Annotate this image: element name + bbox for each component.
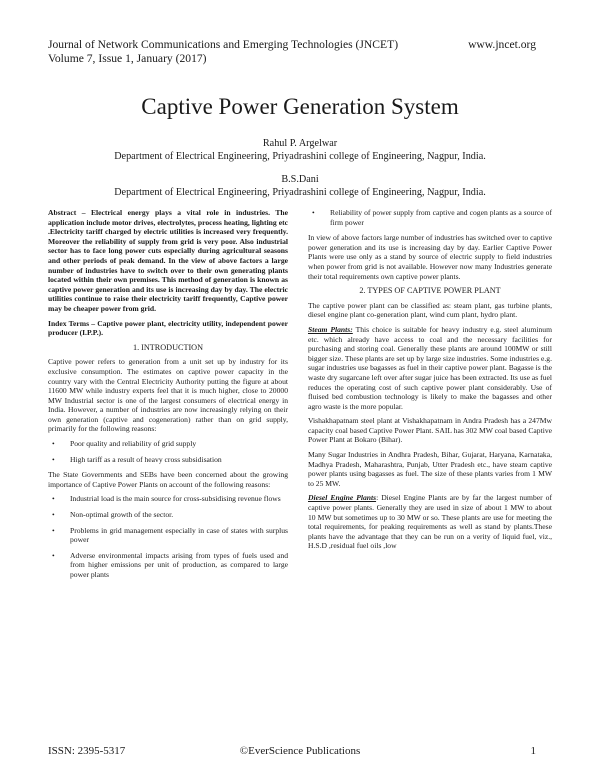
reliability-list (308, 208, 552, 227)
vishakhapatnam-paragraph: Vishakhapatnam steel plant at Vishakhapatnam in Andra Pradesh has a 247Mw capacity coal based Captive Power Plant. SAIL has 302 MW coal based Captive Power Plant at Bokaro (Bihar). (308, 416, 552, 445)
publisher: ©EverScience Publications (239, 745, 361, 757)
concern-paragraph: The State Governments and SEBs have been concerned about the growing importance of Captive Power Plants on account of the following reasons: (48, 470, 288, 489)
list-item: • Problems in grid management especially in case of states with surplus power (70, 526, 288, 545)
list-item: • Non-optimal growth of the sector. (70, 510, 288, 520)
author-affiliation: Department of Electrical Engineering, Priyadrashini college of Engineering, Nagpur, India. (114, 187, 486, 198)
steam-plants-paragraph (308, 325, 552, 411)
journal-header (48, 38, 398, 66)
author-name: Rahul P. Argelwar (262, 138, 338, 149)
sugar-industries-paragraph: Many Sugar Industries in Andhra Pradesh, Bihar, Gujarat, Haryana, Karnataka, Madhya Pradesh, Maharashtra, Punjab, Utter Pradesh etc., have steam captive power plants using bagasses as fuel. The size of these plants varies from 1 MW to 25 MW. (308, 450, 552, 488)
switch-paragraph: In view of above factors large number of industries has switched over to captive power generation and its use is increasing day by day. Earlier Captive Power Plants were use only as a stand by source of electric supply to field industries when power from grid is not available. However now many Industries generate their total requirements own captive power plants. (308, 233, 552, 281)
issn: ISSN: 2395-5317 (48, 745, 126, 757)
section-heading-introduction: 1. INTRODUCTION (132, 342, 204, 352)
section-heading-types: 2. TYPES OF CAPTIVE POWER PLANT (359, 286, 501, 296)
list-item: • Industrial load is the main source for cross-subsidising revenue flows (70, 494, 288, 504)
list-item: • Reliability of power supply from captive and cogen plants as a source of firm power (330, 208, 552, 227)
list-item: • Adverse environmental impacts arising from types of fuels used and from higher emissions per unit of production, as compared to large power plants (70, 551, 288, 580)
journal-name: Journal of Network Communications and Emerging Technologies (JNCET) (48, 38, 399, 51)
paper-title: Captive Power Generation System (141, 94, 459, 119)
author-name: B.S.Dani (281, 174, 319, 185)
index-terms: Index Terms – Captive power plant, electricity utility, independent power producer (I.P.P.). (48, 318, 288, 338)
abstract: Abstract – Electrical energy plays a vital role in industries. The application include motor drives, electrolytes, process heating, lighting etc .Electricity tariff charged by electric utilities is increased very frequently. Moreover the reliability of supply from grid is very poor. Also industrial sector has to face long power cuts especially during agricultural seasons and other periods of peak demand. In the view of above factors a large number of industries have to switch over to their own generating plants located within their own premises. This method of generation is known as captive power generation and its use is increasing day by day. The electric utilities continue to raise their electricity tariff frequently, Captive power may be cheaper power from grid. (48, 208, 288, 313)
journal-website[interactable]: www.jncet.org (468, 38, 536, 51)
concerns-list (48, 494, 288, 579)
page-number: 1 (530, 745, 536, 757)
journal-volume: Volume 7, Issue 1, January (2017) (48, 52, 207, 65)
diesel-plants-heading: Diesel Engine Plants (308, 493, 377, 503)
right-column (308, 208, 552, 556)
diesel-plants-text: : Diesel Engine Plants are by far the largest number of captive power plants. Generally they are used in size of about 1 MW to about 10 MW but sometimes up to 30 MW or so. These plants are use for meeting the total requirements, for peaking requirements as well as stand by plants.These plants have the advantage that they can be run on a verity of liquid fuel, viz., H.S.D ,residual fuel oils ,low (308, 493, 552, 551)
classification-paragraph: The captive power plant can be classified as: steam plant, gas turbine plants, diesel engine plant co-generation plant, wind cum plant, hydro plant. (308, 300, 552, 320)
list-item: • High tariff as a result of heavy cross subsidisation (70, 455, 288, 465)
list-item: • Poor quality and reliability of grid supply (70, 439, 288, 449)
steam-plants-text: This choice is suitable for heavy industry e.g. steel aluminum etc. which already have access to coal and the necessary facilities for purchasing and storing coal. Generally these plants are around 100MW or still bigger size. These plants are set up by large size industries. Some industries e.g. sugar industries use bagasses as fuel in their captive power plant. Bagasse is the waste dry sugarcane left over after sugar juice has been extracted. Its use as fuel reduces the operating cost of such captive power plant considerably. Use of fluised bed combustion technology is likely to make the bagasses and other agro waste is the more popular. (308, 324, 553, 411)
reasons-list (48, 439, 288, 464)
author-1 (0, 137, 600, 163)
author-affiliation: Department of Electrical Engineering, Priyadrashini college of Engineering, Nagpur, India. (114, 151, 486, 162)
left-column (48, 208, 288, 586)
steam-plants-heading: Steam Plants: (308, 324, 353, 334)
intro-paragraph: Captive power refers to generation from a unit set up by industry for its exclusive consumption. The estimates on captive power capacity in the country vary with the Central Electricity Authority putting the figure at about 11600 MW while industry experts feel that it is much higher, close to 20000 MW Industrial sector is one of the largest consumers of electrical energy in India. However, a number of industries are now increasingly relying on their own generation (captive and cogeneration) rather than on grid supply, primarily for the following reasons: (48, 357, 288, 434)
diesel-plants-paragraph (308, 493, 552, 551)
author-2 (0, 173, 600, 199)
